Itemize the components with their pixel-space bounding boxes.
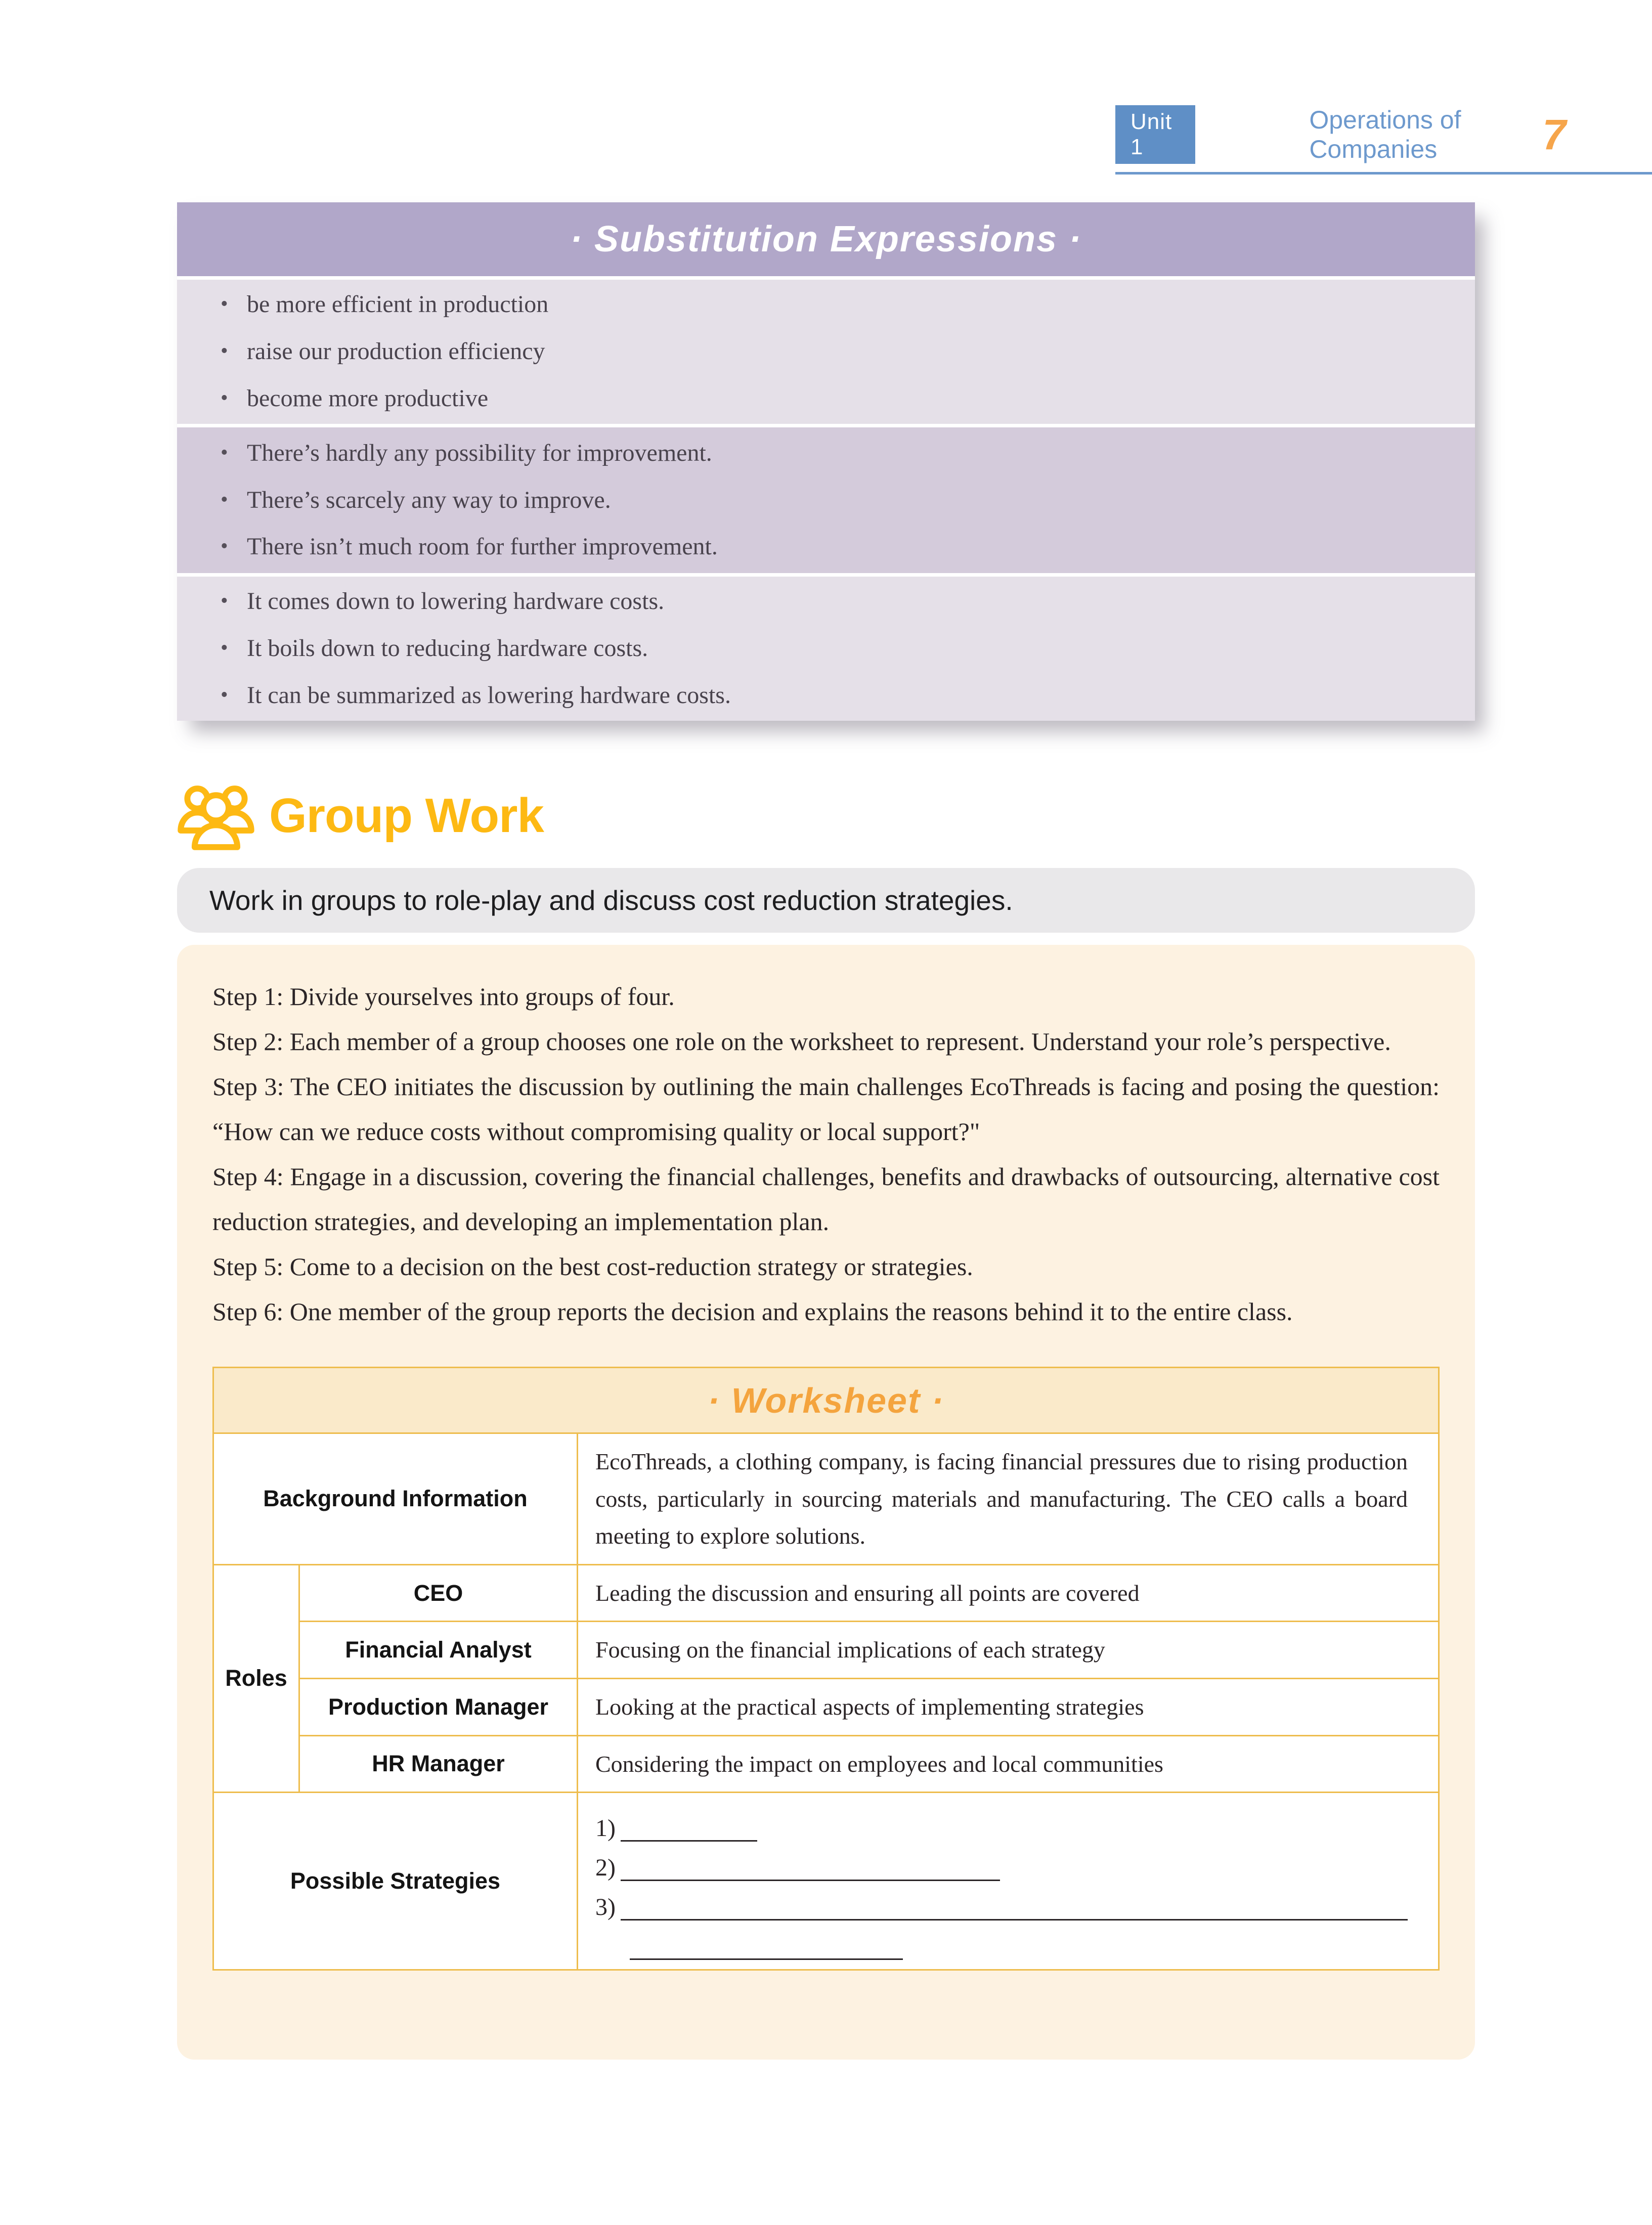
role-description: Focusing on the financial implications of each strategy — [578, 1622, 1439, 1679]
group-work-heading — [176, 779, 544, 853]
answer-blank — [621, 1861, 1000, 1881]
substitution-expressions-box — [177, 202, 1475, 721]
list-item: • There’s scarcely any way to improve. — [247, 487, 1475, 514]
background-information-label: Background Information — [213, 1433, 578, 1565]
role-description: Leading the discussion and ensuring all points are covered — [578, 1564, 1439, 1622]
role-name: HR Manager — [299, 1735, 578, 1793]
role-name: Production Manager — [299, 1678, 578, 1735]
list-item: • raise our production efficiency — [247, 338, 1475, 365]
group-people-icon — [176, 779, 256, 853]
step-item: Step 2: Each member of a group chooses one role on the worksheet to represent. Understand your role’s perspective. — [212, 1027, 1391, 1056]
group-work-title: Group Work — [269, 789, 544, 843]
step-item: Step 3: The CEO initiates the discussion by outlining the main challenges EcoThreads is facing and posing the question: “How can we reduce costs without compromising quality or local support?" — [212, 1072, 1440, 1146]
instruction-text: Work in groups to role-play and discuss cost reduction strategies. — [209, 885, 1013, 916]
strategy-number: 2) — [595, 1854, 616, 1882]
step-item: Step 4: Engage in a discussion, covering the financial challenges, benefits and drawbacks of outsourcing, alternative cost reduction strategies, and developing an implementation plan. — [212, 1162, 1440, 1236]
role-description: Considering the impact on employees and local communities — [578, 1735, 1439, 1793]
page-number: 7 — [1542, 110, 1566, 158]
list-item: • There isn’t much room for further improvement. — [247, 534, 1475, 560]
worksheet-table — [212, 1367, 1440, 1971]
activity-panel — [177, 945, 1475, 2060]
strategy-line — [595, 1842, 1408, 1881]
answer-blank — [621, 1821, 757, 1842]
list-item: • It can be summarized as lowering hardware costs. — [247, 682, 1475, 709]
table-row-role — [213, 1564, 1439, 1622]
strategy-line — [625, 1921, 1408, 1960]
step-item: Step 1: Divide yourselves into groups of four. — [212, 982, 675, 1011]
step-item: Step 5: Come to a decision on the best cost-reduction strategy or strategies. — [212, 1252, 973, 1281]
strategy-line — [595, 1802, 1408, 1842]
list-item: • It boils down to reducing hardware costs. — [247, 635, 1475, 662]
step-item: Step 6: One member of the group reports the decision and explains the reasons behind it to the entire class. — [212, 1297, 1293, 1326]
background-information-text: EcoThreads, a clothing company, is facing financial pressures due to rising production costs, particularly in sourcing materials and manufacturing. The CEO calls a board meeting to explore solutions. — [578, 1433, 1439, 1565]
role-description: Looking at the practical aspects of implementing strategies — [578, 1678, 1439, 1735]
substitution-expressions-title: · Substitution Expressions · — [177, 202, 1475, 276]
role-name: CEO — [299, 1564, 578, 1622]
role-name: Financial Analyst — [299, 1622, 578, 1679]
roles-label: Roles — [213, 1564, 299, 1792]
possible-strategies-blanks — [578, 1793, 1439, 1970]
worksheet-title: · Worksheet · — [213, 1368, 1439, 1433]
chapter-title: Operations of Companies — [1309, 106, 1461, 163]
list-item: • There’s hardly any possibility for improvement. — [247, 440, 1475, 467]
substitution-group-1 — [177, 280, 1475, 424]
table-row-strategies — [213, 1793, 1439, 1970]
table-row-role — [213, 1735, 1439, 1793]
list-item: • be more efficient in production — [247, 291, 1475, 318]
instruction-pill — [177, 868, 1475, 933]
possible-strategies-label: Possible Strategies — [213, 1793, 578, 1970]
strategy-number: 1) — [595, 1815, 616, 1842]
strategy-number: 3) — [595, 1894, 616, 1921]
unit-badge: Unit 1 — [1115, 105, 1195, 164]
table-row-background — [213, 1433, 1439, 1565]
list-item: • become more productive — [247, 385, 1475, 412]
substitution-group-2 — [177, 427, 1475, 573]
answer-blank — [621, 1900, 1408, 1921]
list-item: • It comes down to lowering hardware costs. — [247, 588, 1475, 615]
page-header — [1115, 105, 1652, 174]
substitution-group-3 — [177, 577, 1475, 721]
strategy-line — [595, 1881, 1408, 1921]
table-row-role — [213, 1678, 1439, 1735]
answer-blank — [630, 1940, 903, 1960]
table-row-role — [213, 1622, 1439, 1679]
steps-list — [212, 974, 1440, 1334]
